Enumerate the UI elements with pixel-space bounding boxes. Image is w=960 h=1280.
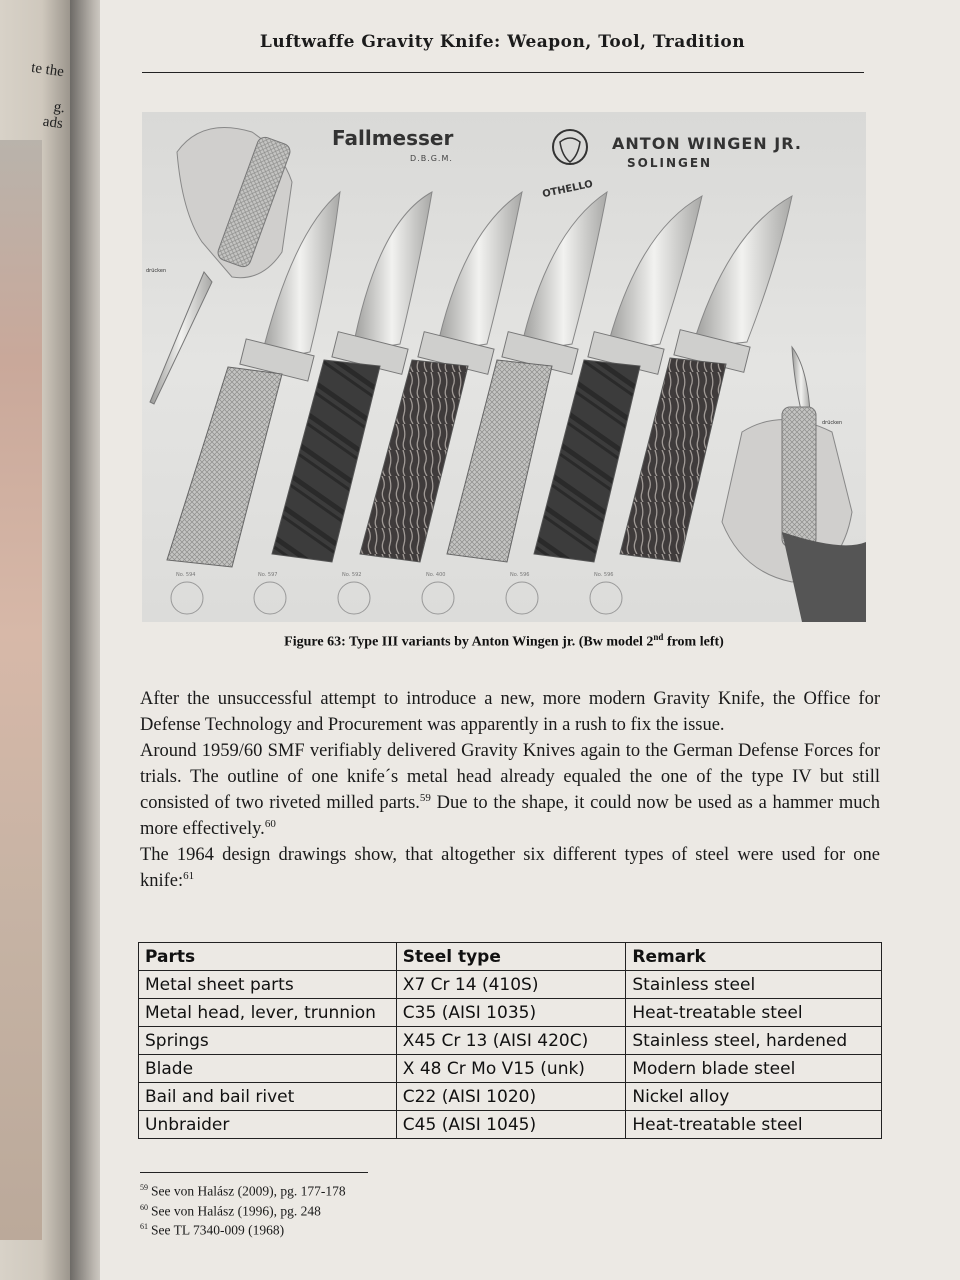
footnote-rule [140, 1172, 368, 1173]
knife-number: No. 597 [258, 572, 278, 578]
table-row [139, 971, 882, 999]
table-cell: Heat-treatable steel [626, 1111, 882, 1139]
table-row [139, 1027, 882, 1055]
adjacent-page-text: g. ads [41, 98, 67, 133]
caption-label: Figure 63: Type III variants by Anton Wingen jr. (Bw model 2 [284, 634, 654, 650]
table-header-row [139, 943, 882, 971]
steel-types-table [138, 942, 882, 1139]
figure-63 [142, 112, 866, 622]
header-rule [142, 72, 864, 73]
table-cell: Modern blade steel [626, 1055, 882, 1083]
table-cell: C22 (AISI 1020) [396, 1083, 626, 1111]
othello-logo [553, 130, 587, 164]
table-cell: Heat-treatable steel [626, 999, 882, 1027]
figure-brand-city: SOLINGEN [627, 156, 713, 170]
paragraph-1: After the unsuccessful attempt to introduce a new, more modern Gravity Knife, the Office for Defense Technology and Procurement was apparently in a rush to fix the issue. [140, 689, 880, 735]
knife-number: No. 592 [342, 572, 362, 578]
figure-brand-right: ANTON WINGEN JR. [612, 134, 802, 153]
paragraph-2 [140, 738, 880, 842]
footnote-number: 60 [140, 1202, 148, 1212]
paragraph-3 [140, 842, 880, 894]
table-cell: Unbraider [139, 1111, 397, 1139]
right-hand [722, 347, 866, 622]
caption-sup: nd [653, 632, 664, 642]
body-text [140, 686, 880, 894]
table-cell: Stainless steel, hardened [626, 1027, 882, 1055]
knife-illustration [142, 112, 866, 622]
footnote-number: 61 [140, 1222, 148, 1231]
caption-tail: from left) [663, 634, 724, 650]
footnotes [140, 1180, 540, 1239]
hand-label-right: drücken [822, 420, 843, 426]
number-circles [171, 582, 622, 614]
adjacent-page-left [0, 0, 70, 1280]
table-cell: X45 Cr 13 (AISI 420C) [396, 1027, 626, 1055]
table-row [139, 1083, 882, 1111]
table-cell: X7 Cr 14 (410S) [396, 971, 626, 999]
footnote-number: 59 [140, 1183, 148, 1192]
table-header: Remark [626, 943, 882, 971]
footnote-text: See von Halász (2009), pg. 177-178 [151, 1183, 346, 1199]
table-row [139, 1055, 882, 1083]
table-header: Steel type [396, 943, 626, 971]
footnote-ref-60[interactable]: 60 [264, 817, 276, 830]
adjacent-page-text: te the [30, 59, 65, 81]
paragraph-3-text: The 1964 design drawings show, that altogether six different types of steel were used for one knife: [140, 845, 880, 891]
table-cell: Stainless steel [626, 971, 882, 999]
running-head: Luftwaffe Gravity Knife: Weapon, Tool, Tradition [259, 32, 746, 52]
table-cell: X 48 Cr Mo V15 (unk) [396, 1055, 626, 1083]
footnote-60 [140, 1200, 540, 1220]
footnote-ref-61[interactable]: 61 [183, 869, 195, 882]
paragraph-2-text: Around 1959/60 SMF verifiably delivered Gravity Knives again to the German Defense Forces for trials. The outline of one knife´s metal head already equaled the one of the type IV but still consisted of two riveted milled parts. [140, 741, 880, 813]
figure-logo-text: OTHELLO [541, 178, 595, 201]
table-cell: C45 (AISI 1045) [396, 1111, 626, 1139]
footnote-text: See von Halász (1996), pg. 248 [151, 1203, 321, 1218]
figure-caption [142, 632, 866, 651]
table-row [139, 1111, 882, 1139]
paragraph-2-text: Due to the shape, it could now be used as a hammer much more effectively. [140, 793, 880, 839]
table-cell: Metal sheet parts [139, 971, 397, 999]
table-cell: Nickel alloy [626, 1083, 882, 1111]
figure-brand-left-sub: D.B.G.M. [410, 154, 453, 163]
footnote-text: See TL 7340-009 (1968) [151, 1222, 285, 1238]
footnote-ref-59[interactable]: 59 [419, 791, 431, 804]
adjacent-page-image [0, 140, 42, 1240]
table-header: Parts [139, 943, 397, 971]
knife-number: No. 400 [426, 572, 446, 578]
table-cell: C35 (AISI 1035) [396, 999, 626, 1027]
knife-number: No. 594 [176, 572, 196, 578]
figure-brand-left: Fallmesser [332, 126, 454, 150]
knife-number: No. 596 [510, 572, 530, 578]
table-cell: Bail and bail rivet [139, 1083, 397, 1111]
footnote-59 [140, 1180, 540, 1200]
table-row [139, 999, 882, 1027]
table-cell: Metal head, lever, trunnion [139, 999, 397, 1027]
table-cell: Springs [139, 1027, 397, 1055]
hand-label-left: drücken [146, 268, 167, 274]
knife-number: No. 596 [594, 572, 614, 578]
book-page [100, 0, 960, 1280]
table-cell: Blade [139, 1055, 397, 1083]
footnote-61 [140, 1219, 540, 1239]
